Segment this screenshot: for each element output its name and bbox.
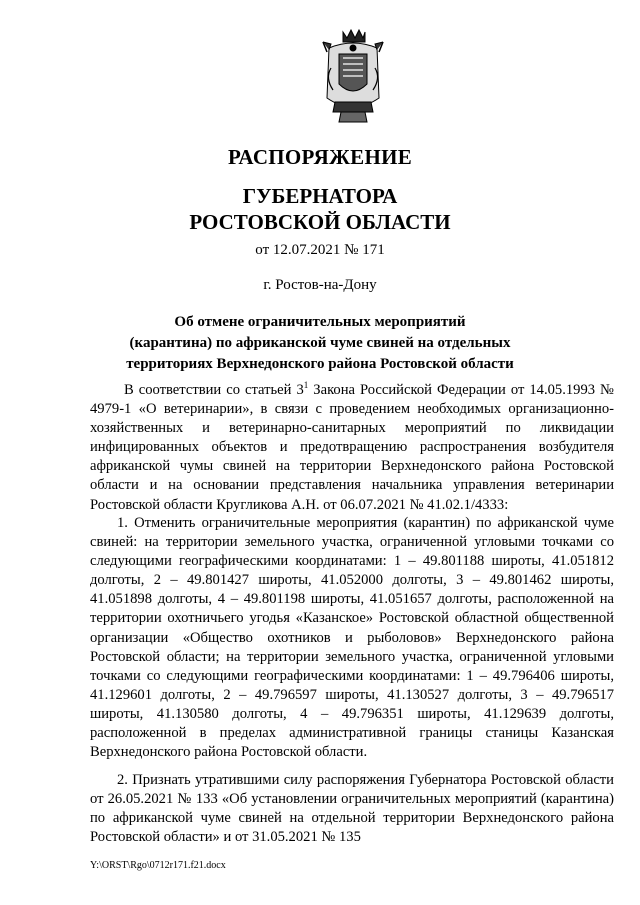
intro-text-rest: Закона Российской Федерации от 14.05.1993 № 4979-1 «О ветеринарии», в связи с проведением необходимых организационно-хозяйственных и ветеринарно-санитарных мероприятий по ликвидации инфицированных объектов и предотвращению распространения возбудителя африканской чумы свиней на территории Верхнедонского района Ростовской области и на основании представления начальника управления ветеринарии Ростовской области Кругликова А.Н. от 06.07.2021 № 41.02.1/4333: [90,382,614,513]
item-1-paragraph [90,514,614,762]
subject-heading [0,312,640,375]
item-2-paragraph [90,771,614,847]
intro-superscript: 1 [303,380,309,390]
subject-line-2: (карантина) по африканской чуме свиней на отдельных [129,335,511,351]
file-path-footer: Y:\ORST\Rgo\0712r171.f21.docx [90,860,226,871]
item-2-text: 2. Признать утратившими силу распоряжения Губернатора Ростовской области от 26.05.2021 № 133 «Об установлении ограничительных мероприятий (карантина) по африканской чуме свиней на отдельной территории Верхнедонского района Ростовской области» и от 31.05.2021 № 135 [90,772,614,846]
date-number: от 12.07.2021 № 171 [255,242,385,258]
document-type-title: РАСПОРЯЖЕНИЕ [227,145,413,169]
subject-line-3: территориях Верхнедонского района Ростовской области [126,356,514,372]
item-1-text: 1. Отменить ограничительные мероприятия (карантин) по африканской чуме свиней: на территории земельного участка, ограниченной угловыми точками со следующими географическими координатами: 1 – 49.801188 широты, 41.051812 долготы, 2 – 49.801427 широты, 41.052000 долготы, 3 – 49.801462 широты, 41.051898 долготы, 4 – 49.801198 широты, 41.051657 долготы, расположенной на территории охотничьего угодья «Казанское» Ростовской областной общественной организации «Общество охотников и рыболовов» Верхнедонского района Ростовской области; на территории земельного участка, ограниченной угловыми точками со следующими географическими координатами: 1 – 49.796406 широты, 41.129601 долготы, 2 – 49.796597 широты, 41.130527 долготы, 3 – 49.796517 широты, 41.130580 долготы, 4 – 49.796351 широты, 41.129639 долготы, расположенной в пределах административной границы станицы Казанская Верхнедонского района Ростовской области. [90,515,614,761]
issuer-line-1: ГУБЕРНАТОРА [242,184,398,208]
issuer-title [0,183,640,235]
city: г. Ростов-на-Дону [263,277,377,293]
rostov-coat-of-arms-icon [321,28,385,126]
intro-paragraph [90,381,614,515]
intro-text-start: В соответствии со статьей 3 [124,382,304,398]
subject-line-1: Об отмене ограничительных мероприятий [174,314,466,330]
issuer-line-2: РОСТОВСКОЙ ОБЛАСТИ [189,210,451,234]
